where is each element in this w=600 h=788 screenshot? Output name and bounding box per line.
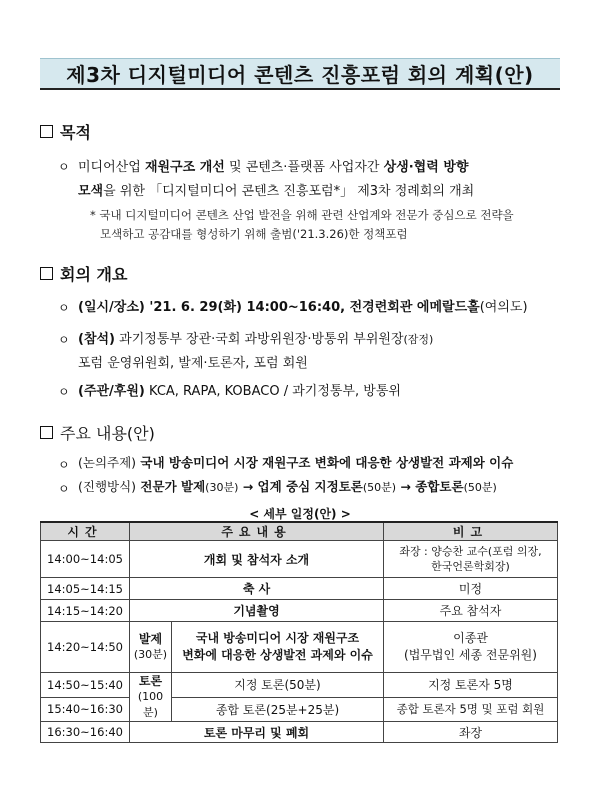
table-row	[41, 578, 558, 600]
section-overview-heading: 회의 개요	[40, 262, 127, 285]
schedule-caption: < 세부 일정(안) >	[249, 507, 351, 521]
row-time: 14:20~14:50	[41, 622, 130, 673]
row-time: 16:30~16:40	[41, 722, 130, 743]
table-row	[41, 622, 558, 673]
checkbox-square-icon	[40, 426, 53, 439]
purpose-line-2: 모색을 위한 「디지털미디어 콘텐츠 진흥포럼*」 제3차 정례회의 개최	[78, 184, 475, 199]
checkbox-square-icon	[40, 267, 53, 280]
bullet-icon: ㅇ	[58, 301, 70, 315]
purpose-line-1: 미디어산업 재원구조 개선 및 콘텐츠·플랫폼 사업자간 상생·협력 방향	[78, 160, 469, 175]
document-title-bar	[40, 58, 560, 90]
bullet-icon: ㅇ	[58, 160, 70, 174]
header-time: 시간	[41, 522, 130, 541]
table-row	[41, 600, 558, 622]
row-session-type: 발제 (30분)	[130, 622, 172, 673]
row-content: 개회 및 참석자 소개	[130, 541, 384, 578]
row-note: 이종관 (법무법인 세종 전문위원)	[384, 622, 558, 673]
purpose-footnote-1: * 국내 디지털미디어 콘텐츠 산업 발전을 위해 관련 산업계와 전문가 중심으로 전략을	[90, 208, 514, 222]
row-content: 종합 토론(25분+25분)	[172, 697, 384, 722]
row-note: 지정 토론자 5명	[384, 673, 558, 698]
row-note: 좌장 : 양승찬 교수(포럼 의장, 한국언론학회장)	[384, 541, 558, 578]
row-note: 미정	[384, 578, 558, 600]
header-content: 주요내용	[130, 522, 384, 541]
table-row	[41, 673, 558, 698]
row-note: 좌장	[384, 722, 558, 743]
bullet-icon: ㅇ	[58, 482, 70, 496]
content-method: (진행방식) 전문가 발제(30분) → 업계 중심 지정토론(50분) → 종합토론(50분)	[78, 479, 497, 494]
content-topic: (논의주제) 국내 방송미디어 시장 재원구조 변화에 대응한 상생발전 과제와 이슈	[78, 455, 514, 470]
row-note: 주요 참석자	[384, 600, 558, 622]
bullet-icon: ㅇ	[58, 333, 70, 347]
table-header-row	[41, 522, 558, 541]
row-content: 국내 방송미디어 시장 재원구조 변화에 대응한 상생발전 과제와 이슈	[172, 622, 384, 673]
document-title: 제3차 디지털미디어 콘텐츠 진흥포럼 회의 계획(안)	[66, 63, 534, 87]
purpose-footnote-2: 모색하고 공감대를 형성하기 위해 출범('21.3.26)한 정책포럼	[100, 227, 408, 241]
row-content: 기념촬영	[130, 600, 384, 622]
overview-host-sponsor: (주관/후원) KCA, RAPA, KOBACO / 과기정통부, 방통위	[78, 384, 401, 399]
row-time: 14:50~15:40	[41, 673, 130, 698]
section-content-heading: 주요 내용(안)	[40, 421, 155, 444]
row-session-type: 토론 (100분)	[130, 673, 172, 722]
overview-datetime-place: (일시/장소) '21. 6. 29(화) 14:00~16:40, 전경련회관 에메랄드홀(여의도)	[78, 300, 528, 315]
row-time: 15:40~16:30	[41, 697, 130, 722]
row-content: 축 사	[130, 578, 384, 600]
header-note: 비고	[384, 522, 558, 541]
overview-attendees-line-1: (참석) 과기정통부 장관·국회 과방위원장·방통위 부위원장(잠정)	[78, 332, 434, 347]
row-time: 14:00~14:05	[41, 541, 130, 578]
row-content: 지정 토론(50분)	[172, 673, 384, 698]
row-time: 14:05~14:15	[41, 578, 130, 600]
table-row	[41, 541, 558, 578]
row-note: 종합 토론자 5명 및 포럼 회원	[384, 697, 558, 722]
table-row	[41, 722, 558, 743]
row-time: 14:15~14:20	[41, 600, 130, 622]
bullet-icon: ㅇ	[58, 385, 70, 399]
row-content: 토론 마무리 및 폐회	[130, 722, 384, 743]
bullet-icon: ㅇ	[58, 458, 70, 472]
overview-attendees-line-2: 포럼 운영위원회, 발제·토론자, 포럼 회원	[78, 356, 308, 371]
checkbox-square-icon	[40, 125, 53, 138]
table-row	[41, 697, 558, 722]
section-purpose-heading: 목적	[40, 120, 91, 143]
schedule-table	[40, 521, 558, 743]
